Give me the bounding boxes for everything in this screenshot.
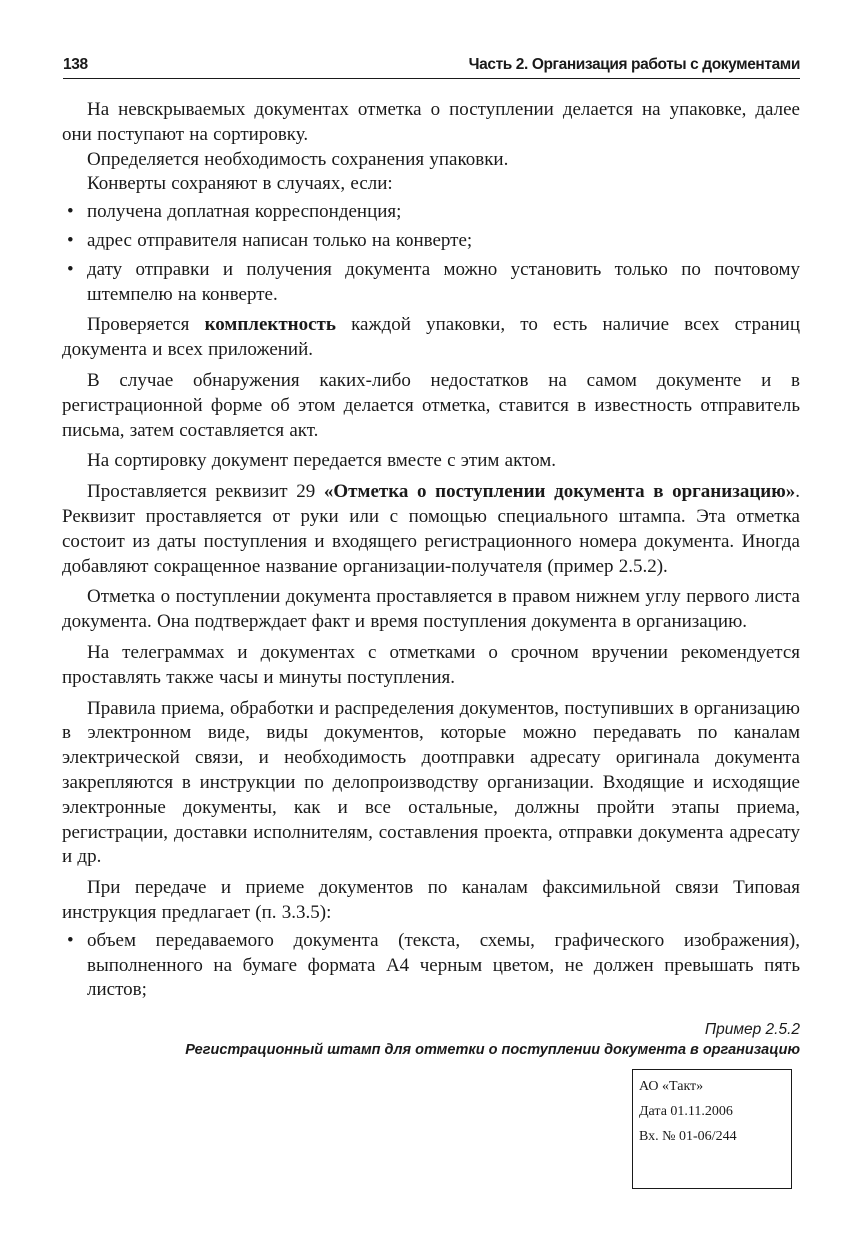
registration-stamp: [632, 1069, 792, 1189]
paragraph: На телеграммах и документах с отметками о срочном вручении рекомендуется проставлять также часы и минуты поступления.: [62, 641, 800, 688]
bullet-icon: •: [67, 229, 74, 251]
stamp-incoming-number: Вх. № 01-06/244: [639, 1129, 737, 1144]
section-title: Часть 2. Организация работы с документами: [468, 56, 800, 73]
example-caption: Регистрационный штамп для отметки о поступлении документа в организацию: [185, 1042, 800, 1058]
example-number: Пример 2.5.2: [704, 1021, 800, 1038]
bullet-icon: •: [67, 929, 74, 951]
list-item: • дату отправки и получения документа можно установить только по почтовому штемпелю на конверте.: [67, 258, 800, 305]
paragraph: На невскрываемых документах отметка о поступлении делается на упаковке, далее они поступают на сортировку.: [62, 99, 800, 145]
running-header: [63, 56, 800, 79]
emphasis: комплектность: [204, 314, 336, 336]
bullet-icon: •: [67, 258, 74, 280]
stamp-date: Дата 01.11.2006: [639, 1104, 733, 1119]
bullet-list: [62, 929, 800, 1003]
bullet-icon: •: [67, 201, 74, 223]
paragraph: При передаче и приеме документов по каналам факсимильной связи Типовая инструкция предлагает (п. 3.3.5):: [62, 877, 800, 923]
paragraph: Определяется необходимость сохранения упаковки.: [87, 148, 509, 170]
list-item: • адрес отправителя написан только на конверте;: [62, 229, 800, 254]
paragraph: Проверяется комплектность каждой упаковки, то есть наличие всех страниц документа и всех приложений.: [62, 314, 801, 361]
paragraph: Проставляется реквизит 29 «Отметка о поступлении документа в организацию». Реквизит проставляется от руки или с помощью специального штампа. Эта отметка состоит из даты поступления и входящего регистрационного номера документа. Иногда добавляют сокращенное название организации-получателя (пример 2.5.2).: [62, 481, 800, 577]
bullet-list: [62, 200, 800, 307]
paragraph: В случае обнаружения каких-либо недостатков на самом документе и в регистрационной форме об этом делается отметка, ставится в известность отправитель письма, затем составляется акт.: [62, 369, 800, 441]
example-block: [62, 1020, 800, 1060]
paragraph: Отметка о поступлении документа проставляется в правом нижнем углу первого листа документа. Она подтверждает факт и время поступления документа в организацию.: [62, 586, 800, 633]
page-number: 138: [63, 56, 88, 73]
paragraph: Конверты сохраняют в случаях, если:: [87, 173, 393, 195]
paragraph: Правила приема, обработки и распределения документов, поступивших в организацию в электронном виде, виды документов, которые можно передавать по каналам электрической связи, и необходимость доотправки адресату оригинала документа закрепляются в инструкции по делопроизводству организации. Входящие и исходящие электронные документы, как и все остальные, должны пройти этапы приема, регистрации, доставки исполнителям, составления проекта, отправки документа адресату и др.: [62, 697, 800, 868]
stamp-org: АО «Такт»: [639, 1079, 704, 1094]
body-text: [62, 98, 800, 1009]
list-item: • объем передаваемого документа (текста, схемы, графического изображения), выполненного на бумаге формата А4 черным цветом, не должен превышать пять листов;: [67, 929, 800, 1001]
list-item: • получена доплатная корреспонденция;: [62, 200, 800, 225]
emphasis: «Отметка о поступлении документа в организацию»: [323, 481, 796, 503]
paragraph: На сортировку документ передается вместе с этим актом.: [87, 450, 557, 472]
